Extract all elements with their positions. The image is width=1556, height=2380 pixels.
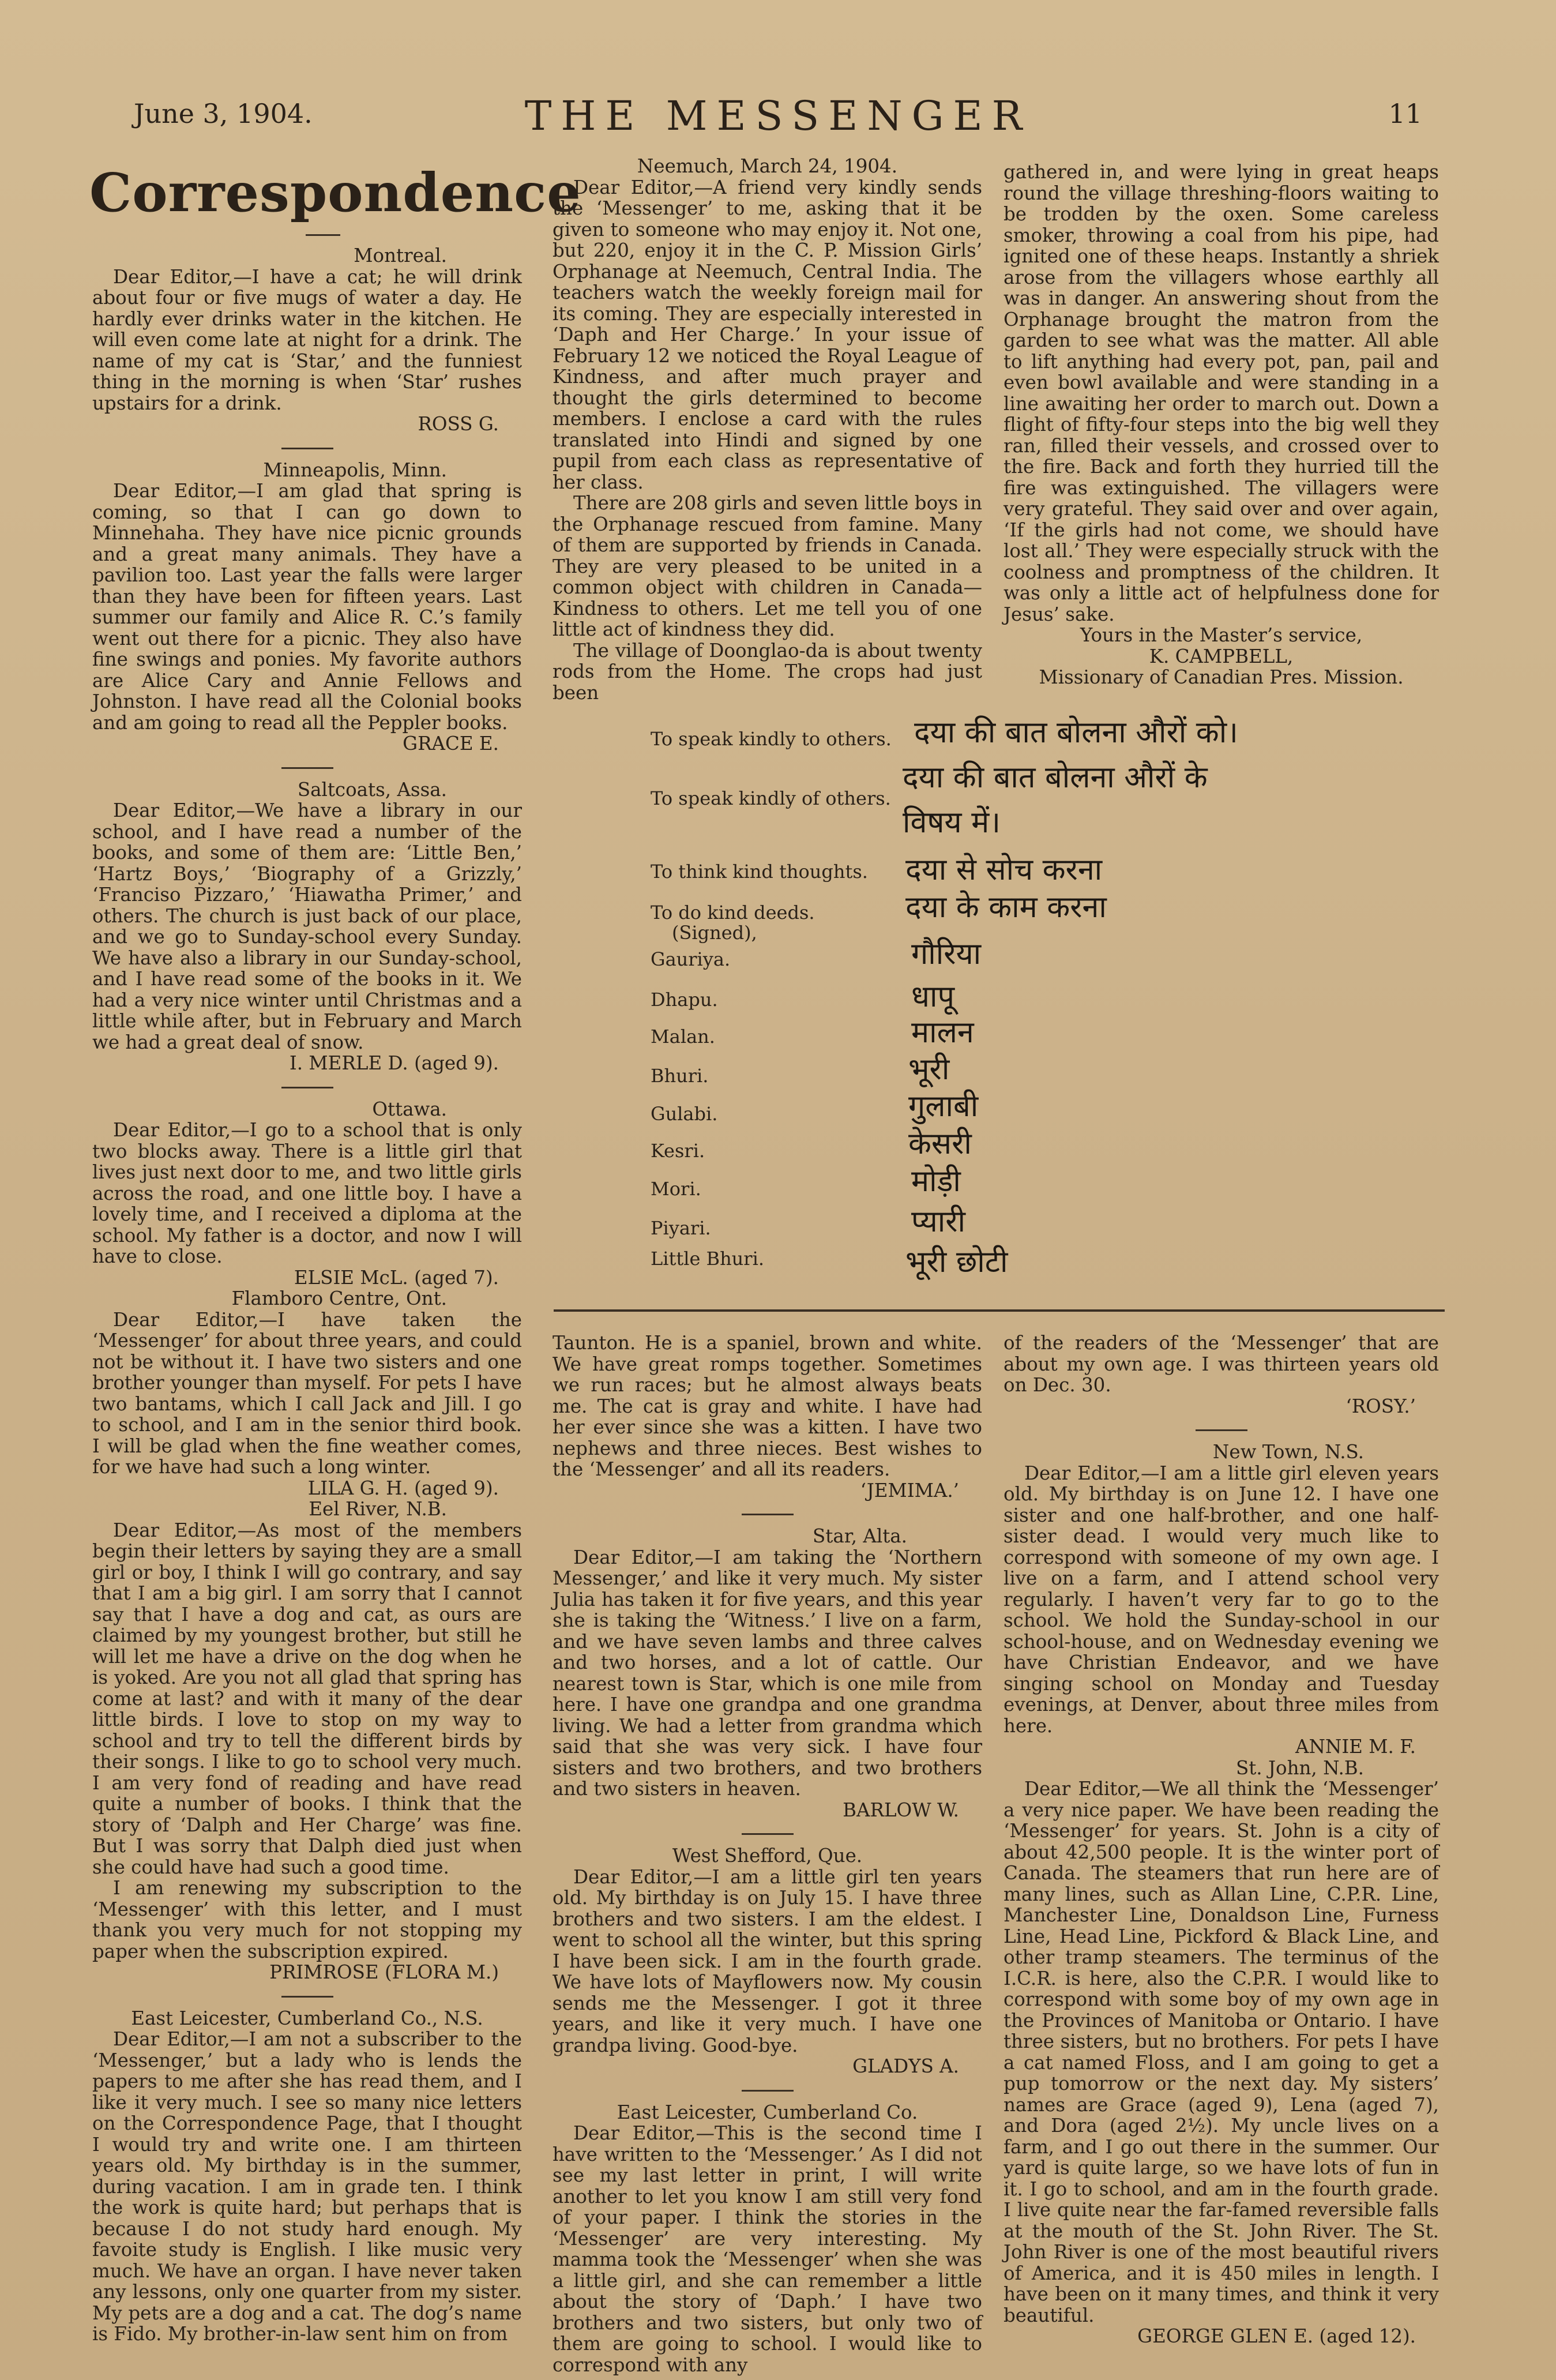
card-label: To speak kindly to others. <box>651 728 892 750</box>
issue-date: June 3, 1904. <box>134 98 313 129</box>
card-label: Mori. <box>651 1178 701 1200</box>
letter-paragraph: Dear Editor,—A friend very kindly sends the ‘Messenger’ to me, asking that it be given to someone who may enjoy it. Not one, but 220, enjoy it in the C. P. Mission Girls’ Orphanage at Neemuch, Central India. The teachers watch the weekly foreign mail for its coming. They are especially interested in ‘Daph and Her Charge.’ In your issue of February 12 we noticed the Royal League of Kindness, and after much prayer and thought the girls determined to become members. I enclose a card with the rules translated into Hindi and signed by one pupil from each class as representative of her class. <box>553 176 982 493</box>
letter-location: Flamboro Centre, Ont. <box>231 1287 447 1309</box>
card-label: Malan. <box>651 1026 715 1048</box>
letter-signature: LILA G. H. (aged 9). <box>307 1477 499 1499</box>
letter-separator <box>742 1514 794 1515</box>
letter-signature: ANNIE M. F. <box>1295 1736 1416 1758</box>
letter-paragraph: Dear Editor,—As most of the members begin their letters by saying they are a small girl or boy, I think I will go contrary, and say that I am a big girl. I am sorry that I cannot say that I have a dog and cat, as ours are claimed by my youngest brother, but still he will let me have a drive on the dog when he is yoked. Are you not all glad that spring has come at last? and with it many of the dear little birds. I love to stop on my way to school and try to tell the different birds by their songs. I like to go to school very much. I am very fond of reading and have read quite a number of books. I think that the story of ‘Dalph and Her Charge’ was fine. But I was sorry that Dalph died just when she could have had such a good time. <box>92 1519 522 1878</box>
card-label: (Signed), <box>672 922 757 944</box>
letter-paragraph: I am renewing my subscription to the ‘Messenger’ with this letter, and I must thank you very much for not stopping my paper when the subscription expired. <box>92 1877 522 1962</box>
hindi-handwriting: दया के काम करना <box>905 890 1107 925</box>
letter-location: West Shefford, Que. <box>672 1845 863 1867</box>
hindi-handwriting: प्यारी <box>911 1204 966 1239</box>
letter-paragraph: Dear Editor,—I have taken the ‘Messenger’ for about three years, and could not be without it. I have two sisters and one brother younger than myself. For pets I have two bantams, which I call Jack and Jill. I go to school, and I am in the senior third book. I will be glad when the fine weather comes, for we have had such a long winter. <box>92 1308 522 1478</box>
masthead-title: THE MESSENGER <box>524 92 1032 140</box>
card-label: To speak kindly of others. <box>651 787 891 809</box>
card-label: To do kind deeds. <box>651 902 815 924</box>
letter-location: East Leicester, Cumberland Co., N.S. <box>131 2007 483 2029</box>
letter-signature: ELSIE McL. (aged 7). <box>294 1266 499 1289</box>
letter-paragraph: of the readers of the ‘Messenger’ that are about my own age. I was thirteen years old on Dec. 30. <box>1003 1332 1439 1396</box>
hindi-handwriting: दया से सोच करना <box>905 853 1103 887</box>
letter-signature: BARLOW W. <box>843 1799 959 1821</box>
card-label: To think kind thoughts. <box>651 861 868 883</box>
letter-separator <box>281 1996 333 1998</box>
card-label: Little Bhuri. <box>651 1248 764 1270</box>
letter-separator <box>742 2090 794 2092</box>
letter-paragraph: gathered in, and were lying in great heaps round the village threshing-floors waiting to be trodden by the oxen. Some careless smoker, throwing a coal from his pipe, had ignited one of these heaps. Instantly a shriek arose from the villagers whose earthly all was in danger. An answering shout from the Orphanage brought the matron from the garden to see what was the matter. All able to lift anything had every pot, pan, pail and even bowl available and were standing in a line awaiting her order to march out. Down a flight of fifty-four steps into the big well they ran, filled their vessels, and crossed over to the fire. Back and forth they hurried till the fire was extinguished. The villagers were very grateful. They said over and over again, ‘If the girls had not come, we should have lost all.’ They were especially struck with the coolness and promptness of the children. It was only a little act of helpfulness done for Jesus’ sake. <box>1003 161 1439 625</box>
card-label: Gauriya. <box>651 948 731 970</box>
column-left <box>92 245 522 2345</box>
card-label: Bhuri. <box>651 1065 709 1087</box>
hindi-handwriting: मालन <box>911 1015 974 1050</box>
letter-location: Minneapolis, Minn. <box>263 459 447 481</box>
letter-paragraph: Taunton. He is a spaniel, brown and white. We have great romps together. Sometimes we run races; but he almost always beats me. The cat is gray and white. I have had her ever since she was a kitten. I have two nephews and three nieces. Best wishes to the ‘Messenger’ and all its readers. <box>553 1332 982 1480</box>
letter-paragraph: Dear Editor,—I am glad that spring is coming, so that I can go down to Minnehaha. They have nice picnic grounds and a great many animals. They have a pavilion too. Last year the falls were larger than they have been for fifteen years. Last summer our family and Alice R. C.’s family went out there for a picnic. They also have fine swings and ponies. My favorite authors are Alice Cary and Annie Fellows and Johnston. I have read all the Colonial books and am going to read all the Peppler books. <box>92 480 522 734</box>
hindi-handwriting: भूरी छोटी <box>905 1245 1008 1279</box>
letter-location: Montreal. <box>354 245 447 266</box>
hindi-handwriting: दया की बात बोलना औरों के <box>903 760 1208 795</box>
column-right-top <box>1003 162 1439 688</box>
letter-paragraph: Dear Editor,—We all think the ‘Messenger’ a very nice paper. We have been reading the ‘Messenger’ for years. St. John is a city of about 42,500 people. It is the winter port of Canada. The steamers that run here are of many lines, such as Allan Line, C.P.R. Line, Manchester Line, Donaldson Line, Furness Line, Head Line, Pickford & Black Line, and other tramp steamers. The terminus of the I.C.R. is here, also the C.P.R. I would like to correspond with some boy of my own age in the Provinces of Manitoba or Ontario. I have three sisters, but no brothers. For pets I have a cat named Floss, and I am going to get a pup tomorrow or the next day. My sisters’ names are Grace (aged 9), Lena (aged 7), and Dora (aged 2½). My uncle lives on a farm, and I go out there in the summer. Our yard is quite large, so we have lots of fun in it. I go to school, and am in the fourth grade. I live quite near the far-famed reversible falls at the mouth of the St. John River. The St. John River is one of the most beautiful rivers of America, and it is 450 miles in length. I have been on it many times, and think it very beautiful. <box>1003 1778 1439 2326</box>
letter-location: Eel River, N.B. <box>309 1498 447 1520</box>
hindi-handwriting: मोड़ी <box>911 1164 961 1199</box>
column-middle-bottom <box>553 1332 982 2375</box>
letter-paragraph: Dear Editor,—I am a little girl eleven years old. My birthday is on June 12. I have one sister and one half-brother, and one half-sister dead. I would very much like to correspond with someone of my own age. I live on a farm, and I attend school very regularly. I haven’t very far to go to the school. We hold the Sunday-school in our school-house, and on Wednesday evening we have Christian Endeavor, and we have singing school on Monday and Tuesday evenings, at Denver, about three miles from here. <box>1003 1462 1439 1737</box>
letter-location: St. John, N.B. <box>1235 1756 1364 1779</box>
card-label: Dhapu. <box>651 989 718 1011</box>
hindi-handwriting: धापू <box>911 979 954 1014</box>
letter-paragraph: Dear Editor,—I go to a school that is only two blocks away. There is a little girl that lives just next door to me, and two little girls across the road, and one little boy. I have a lovely time, and I received a diploma at the school. My father is a doctor, and now I will have to close. <box>92 1119 522 1267</box>
letter-paragraph: The village of Doonglao-da is about twenty rods from the Home. The crops had just been <box>553 639 982 704</box>
letter-separator <box>281 448 333 449</box>
card-label: Kesri. <box>651 1140 705 1162</box>
hindi-handwriting: भूरी <box>908 1052 950 1087</box>
hindi-handwriting: केसरी <box>908 1127 972 1161</box>
letter-signature: ‘JEMIMA.’ <box>860 1479 959 1501</box>
letter-separator <box>1196 1429 1247 1431</box>
letter-signature: GLADYS A. <box>852 2055 959 2077</box>
letter-paragraph: Dear Editor,—We have a library in our school, and I have read a number of the books, and some of them are: ‘Little Ben,’ ‘Hartz Boys,’ ‘Biography of a Grizzly,’ ‘Franciso Pizzaro,’ ‘Hiawatha Primer,’ and others. The church is just back of our place, and we go to Sunday-school every Sunday. We have also a library in our Sunday-school, and I have read some of the books in it. We had a very nice winter until Christmas and a little while after, but in February and March we had a great deal of snow. <box>92 799 522 1053</box>
page-number: 11 <box>1388 98 1422 129</box>
hindi-handwriting: दया की बात बोलना औरों को। <box>914 715 1238 750</box>
section-title: Correspondence <box>89 162 581 224</box>
letter-paragraph: There are 208 girls and seven little boys in the Orphanage rescued from famine. Many of them are supported by friends in Canada. They are very pleased to be united in a common object with children in Canada—Kindness to others. Let me tell you of one little act of kindness they did. <box>553 492 982 640</box>
hindi-handwriting: गुलाबी <box>908 1089 979 1124</box>
letter-paragraph: Dear Editor,—This is the second time I have written to the ‘Messenger.’ As I did not see my last letter in print, I will write another to let you know I am still very fond of your paper. I think the stories in the ‘Messenger’ are very interesting. My mamma took the ‘Messenger’ when she was a little girl, and she can remember a little about the story of ‘Daph.’ I have two brothers and two sisters, but only two of them are going to school. I would like to correspond with any <box>553 2122 982 2376</box>
letter-location: Saltcoats, Assa. <box>297 778 447 801</box>
letter-signature: PRIMROSE (FLORA M.) <box>269 1961 499 1983</box>
hindi-handwriting: गौरिया <box>911 937 982 971</box>
letter-signature: ROSS G. <box>418 413 499 435</box>
letter-location: K. CAMPBELL, <box>1149 645 1294 667</box>
letter-location: Yours in the Master’s service, <box>1080 624 1363 646</box>
letter-location: New Town, N.S. <box>1212 1441 1364 1463</box>
letter-separator <box>742 1833 794 1835</box>
letter-location: Star, Alta. <box>813 1525 907 1547</box>
hindi-handwriting: विषय में। <box>903 805 1001 840</box>
section-title-rule <box>306 234 340 236</box>
letter-paragraph: Dear Editor,—I am taking the ‘Northern Messenger,’ and like it very much. My sister Julia has taken it for five years, and this year she is taking the ‘Witness.’ I live on a farm, and we have seven lambs and three calves and two horses, and a lot of cattle. Our nearest town is Star, which is one mile from here. I have one grandpa and one grandma living. We had a letter from grandma which said that she was very sick. I have four sisters and two brothers, and two brothers and two sisters in heaven. <box>553 1546 982 1800</box>
letter-separator <box>281 1087 333 1088</box>
column-right-bottom <box>1003 1332 1439 2347</box>
letter-signature: GRACE E. <box>403 733 499 754</box>
section-divider <box>554 1309 1445 1312</box>
card-label: Piyari. <box>651 1217 711 1239</box>
letter-paragraph: Dear Editor,—I have a cat; he will drink about four or five mugs of water a day. He hardly ever drinks water in the kitchen. He will even come late at night for a drink. The name of my cat is ‘Star,’ and the funniest thing in the morning is when ‘Star’ rushes upstairs for a drink. <box>92 265 522 414</box>
letter-signature: I. MERLE D. (aged 9). <box>289 1052 499 1074</box>
letter-location: Missionary of Canadian Pres. Mission. <box>1039 666 1404 688</box>
letter-paragraph: Dear Editor,—I am a little girl ten years old. My birthday is on July 15. I have three brothers and two sisters. I am the eldest. I went to school all the winter, but this spring I have been sick. I am in the fourth grade. We have lots of Mayflowers now. My cousin sends me the Messenger. I got it three years, and like it very much. I have one grandpa living. Good-bye. <box>553 1865 982 2056</box>
letter-location: Ottawa. <box>372 1098 447 1120</box>
card-label: Gulabi. <box>651 1103 718 1125</box>
letter-separator <box>281 767 333 769</box>
letter-location: Neemuch, March 24, 1904. <box>637 155 898 177</box>
letter-signature: GEORGE GLEN E. (aged 12). <box>1137 2325 1416 2347</box>
letter-paragraph: Dear Editor,—I am not a subscriber to the ‘Messenger,’ but a lady who is lends the papers to me after she has read them, and I like it very much. I see so many nice letters on the Correspondence Page, that I thought I would try and write one. I am thirteen years old. My birthday is in the summer, during vacation. I am in grade ten. I think the work is quite hard; but perhaps that is because I do not study hard enough. My favoite study is English. I like music very much. We have an organ. I have never taken any lessons, only one quarter from my sister. My pets are a dog and a cat. The dog’s name is Fido. My brother-in-law sent him on from <box>92 2028 522 2345</box>
column-middle-top <box>553 156 982 703</box>
letter-signature: ‘ROSY.’ <box>1345 1395 1416 1417</box>
letter-location: East Leicester, Cumberland Co. <box>617 2101 918 2123</box>
